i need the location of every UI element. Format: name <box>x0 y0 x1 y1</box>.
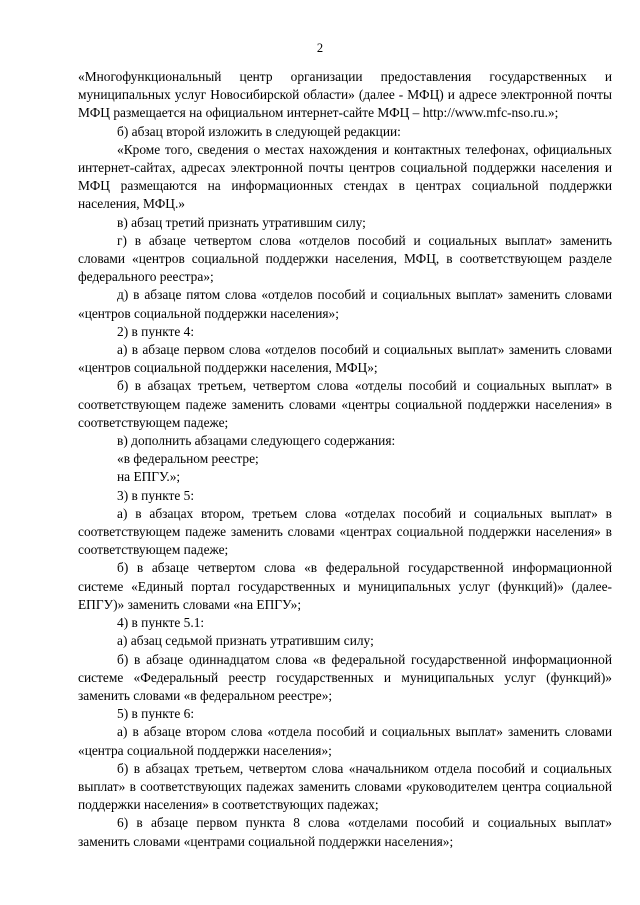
document-body <box>78 68 612 851</box>
paragraph: 3) в пункте 5: <box>117 487 195 503</box>
paragraph: в) абзац третий признать утратившим силу; <box>117 214 366 230</box>
page-number: 2 <box>316 41 324 55</box>
paragraph: 2) в пункте 4: <box>117 323 195 339</box>
paragraph: 4) в пункте 5.1: <box>117 615 205 631</box>
paragraph: д) в абзаце пятом слова «отделов пособий и социальных выплат» заменить словами «центров социальной поддержки населения»; <box>78 287 612 321</box>
paragraph: б) в абзацах третьем, четвертом слова «отделы пособий и социальных выплат» в соответствующем падеже заменить словами «центры социальной поддержки населения» в соответствующем падеже; <box>78 378 612 430</box>
paragraph: «Многофункциональный центр организации предоставления государственных и муниципальных услуг Новосибирской области» (далее - МФЦ) и адресе электронной почты МФЦ размещается на официальном интернет-сайте МФЦ – http://www.mfc-nso.ru.»; <box>78 69 612 121</box>
paragraph: б) в абзацах третьем, четвертом слова «начальником отдела пособий и социальных выплат» в соответствующих падежах заменить словами «руководителем центра социальной поддержки населения» в соответствующих падежах; <box>78 760 612 813</box>
paragraph: г) в абзаце четвертом слова «отделов пособий и социальных выплат» заменить словами «центров социальной поддержки населения, МФЦ, в соответствующем разделе федерального реестра»; <box>78 232 612 285</box>
paragraph: 5) в пункте 6: <box>117 706 195 722</box>
paragraph: «в федеральном реестре; <box>117 451 259 467</box>
paragraph: «Кроме того, сведения о местах нахождения и контактных телефонах, официальных интернет-сайтах, адресах электронной почты центров социальной поддержки населения и МФЦ размещаются на информационных стендах в центрах социальной поддержки населения, МФЦ.» <box>78 141 612 212</box>
paragraph: в) дополнить абзацами следующего содержания: <box>117 433 396 449</box>
paragraph: а) в абзаце втором слова «отдела пособий и социальных выплат» заменить словами «центра социальной поддержки населения»; <box>78 724 612 758</box>
paragraph: б) абзац второй изложить в следующей редакции: <box>117 123 401 139</box>
paragraph: а) в абзаце первом слова «отделов пособий и социальных выплат» заменить словами «центров социальной поддержки населения, МФЦ»; <box>78 342 612 376</box>
paragraph: б) в абзаце одиннадцатом слова «в федеральной государственной информационной системе «Федеральный реестр государственных и муниципальных услуг (функций)» заменить словами «в федеральном реестре»; <box>78 651 612 703</box>
paragraph: 6) в абзаце первом пункта 8 слова «отделами пособий и социальных выплат» заменить словами «центрами социальной поддержки населения»; <box>78 815 612 849</box>
paragraph: б) в абзаце четвертом слова «в федеральной государственной информационной системе «Единый портал государственных и муниципальных услуг (функций)» (далее-ЕПГУ)» заменить словами «на ЕПГУ»; <box>78 560 612 612</box>
paragraph: на ЕПГУ.»; <box>117 469 181 485</box>
paragraph: а) в абзацах втором, третьем слова «отделах пособий и социальных выплат» в соответствующем падеже заменить словами «центрах социальной поддержки населения» в соответствующем падеже; <box>78 505 612 558</box>
paragraph: а) абзац седьмой признать утратившим силу; <box>117 633 374 649</box>
